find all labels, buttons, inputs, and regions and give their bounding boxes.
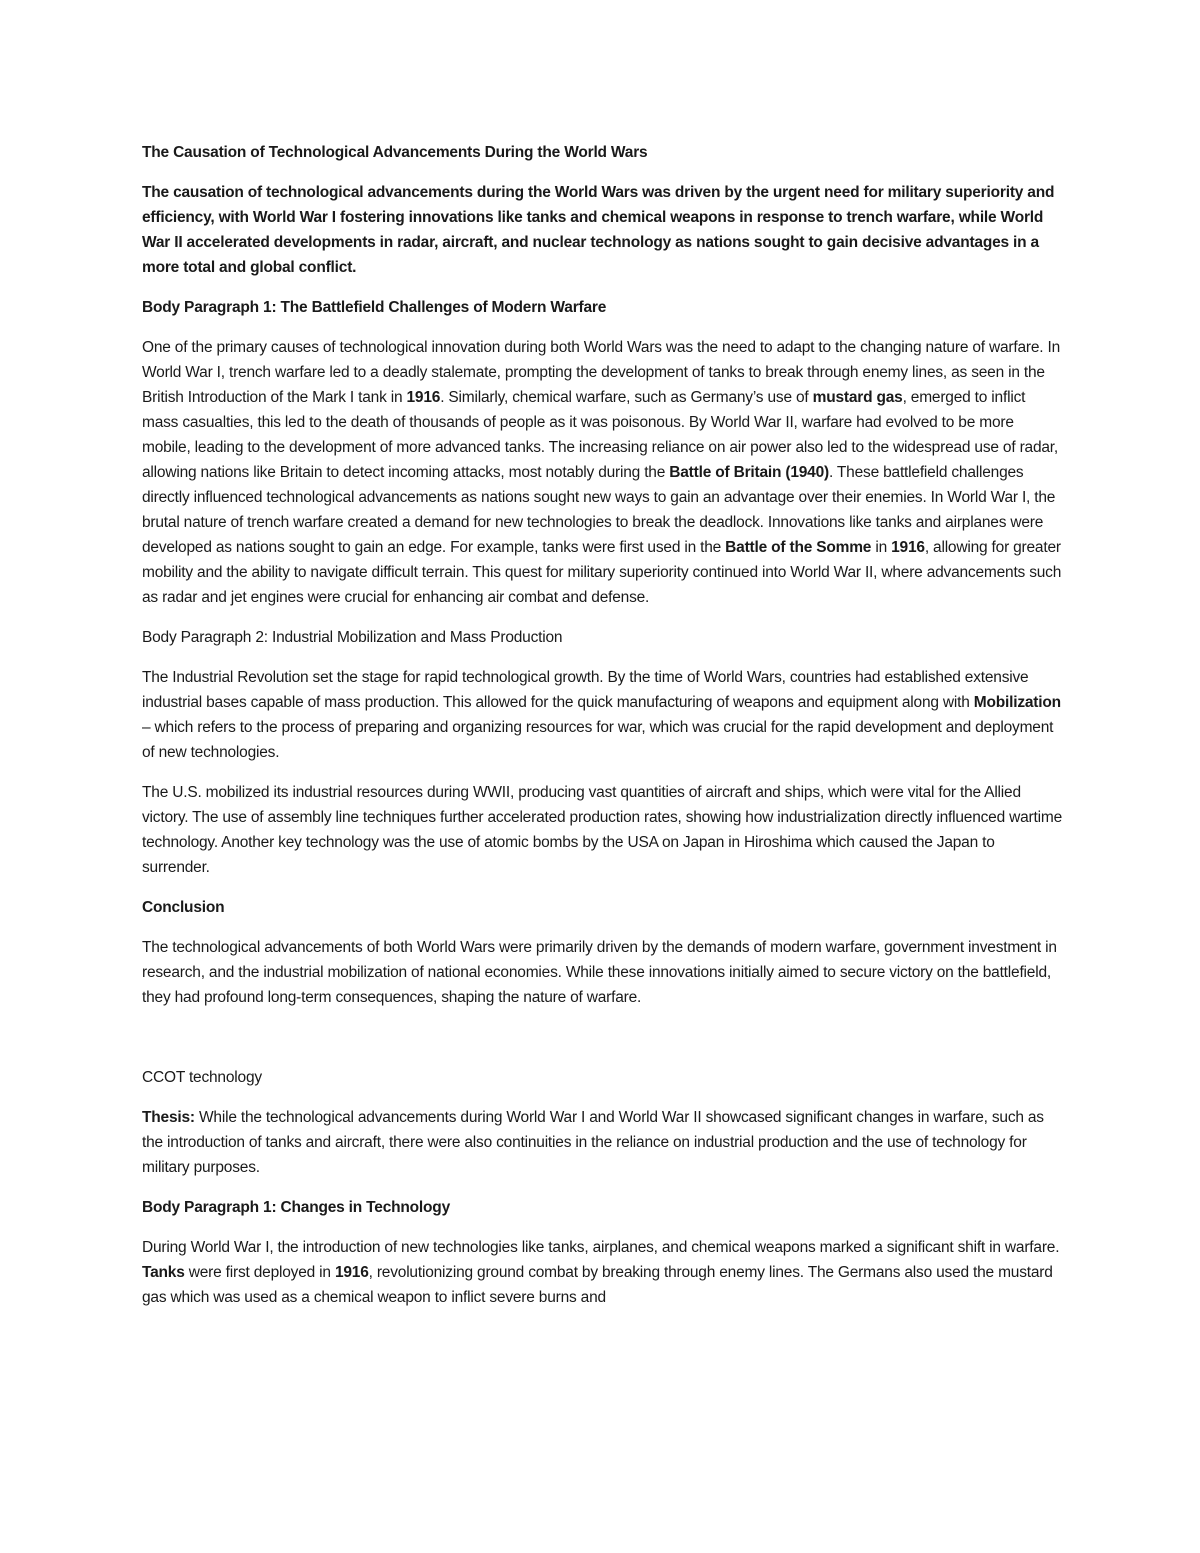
text-run: , allowing for greater mobility and the ability to navigate difficult terrain. This quest for military superiority continued into World War II, where advancements such as radar and jet engines were crucial for enhancing air combat and defense.: [142, 539, 1062, 606]
document-page: [142, 140, 1062, 1325]
document-title: The Causation of Technological Advancements During the World Wars: [142, 144, 648, 161]
text-run: While the technological advancements during World War I and World War II showcased significant changes in warfare, such as the introduction of tanks and aircraft, there were also continuities in the reliance on industrial production and the use of technology for military purposes.: [142, 1109, 1044, 1176]
text-run: One of the primary causes of technological innovation during both World Wars was the need to adapt to the changing nature of warfare. In World War I, trench warfare led to a deadly stalemate, prompting the development of tanks to break through enemy lines, as seen in the British Introduction of the Mark I tank in: [142, 339, 1060, 406]
ccot-thesis-paragraph: [142, 1105, 1062, 1180]
thesis-label: Thesis:: [142, 1109, 195, 1126]
bold-run: mustard gas: [812, 389, 903, 406]
text-run: . Similarly, chemical warfare, such as Germany’s use of: [440, 389, 813, 406]
bold-run: Battle of the Somme: [725, 539, 872, 556]
text-run: . These battlefield challenges directly influenced technological advancements as nations sought new ways to gain an advantage over their enemies. In World War I, the brutal nature of trench warfare created a demand for new technologies to break the deadlock. Innovations like tanks and airplanes were developed as nations sought to gain an edge. For example, tanks were first used in the: [142, 464, 1056, 556]
bold-run: Mobilization: [973, 694, 1061, 711]
body1-paragraph: [142, 335, 1062, 610]
body1-heading: Body Paragraph 1: The Battlefield Challenges of Modern Warfare: [142, 299, 607, 316]
bold-run: Battle of Britain (1940): [669, 464, 829, 481]
bold-run: Tanks: [142, 1264, 185, 1281]
body2-heading: Body Paragraph 2: Industrial Mobilization and Mass Production: [142, 629, 563, 646]
bold-run: 1916: [334, 1264, 369, 1281]
bold-run: 1916: [891, 539, 925, 556]
conclusion-paragraph: The technological advancements of both World Wars were primarily driven by the demands of modern warfare, government investment in research, and the industrial mobilization of national economies. While these innovations initially aimed to secure victory on the battlefield, they had profound long-term consequences, shaping the nature of warfare.: [142, 939, 1057, 1006]
text-run: , emerged to inflict mass casualties, this led to the death of thousands of people as it was poisonous. By World War II, warfare had evolved to be more mobile, leading to the development of more advanced tanks. The increasing reliance on air power also led to the widespread use of radar, allowing nations like Britain to detect incoming attacks, most notably during the: [142, 389, 1058, 481]
text-run: During World War I, the introduction of new technologies like tanks, airplanes, and chemical weapons marked a significant shift in warfare.: [142, 1239, 1060, 1256]
body2-paragraph-1: [142, 665, 1062, 765]
text-run: in: [871, 539, 892, 556]
text-run: were first deployed in: [184, 1264, 335, 1281]
text-run: – which refers to the process of preparing and organizing resources for war, which was crucial for the rapid development and deployment of new technologies.: [142, 719, 1054, 761]
body2-paragraph-2: The U.S. mobilized its industrial resources during WWII, producing vast quantities of aircraft and ships, which were vital for the Allied victory. The use of assembly line techniques further accelerated production rates, showing how industrialization directly influenced wartime technology. Another key technology was the use of atomic bombs by the USA on Japan in Hiroshima which caused the Japan to surrender.: [142, 784, 1062, 876]
conclusion-heading: Conclusion: [142, 899, 225, 916]
ccot-body1-paragraph: [142, 1235, 1062, 1310]
ccot-body1-heading: Body Paragraph 1: Changes in Technology: [142, 1199, 450, 1216]
text-run: , revolutionizing ground combat by breaking through enemy lines. The Germans also used the mustard gas which was used as a chemical weapon to inflict severe burns and: [142, 1264, 1053, 1306]
ccot-heading: CCOT technology: [142, 1069, 262, 1086]
thesis-paragraph: The causation of technological advancements during the World Wars was driven by the urgent need for military superiority and efficiency, with World War I fostering innovations like tanks and chemical weapons in response to trench warfare, while World War II accelerated developments in radar, aircraft, and nuclear technology as nations sought to gain decisive advantages in a more total and global conflict.: [142, 184, 1055, 276]
bold-run: 1916: [406, 389, 441, 406]
text-run: The Industrial Revolution set the stage for rapid technological growth. By the time of World Wars, countries had established extensive industrial bases capable of mass production. This allowed for the quick manufacturing of weapons and equipment along with: [142, 669, 1029, 711]
